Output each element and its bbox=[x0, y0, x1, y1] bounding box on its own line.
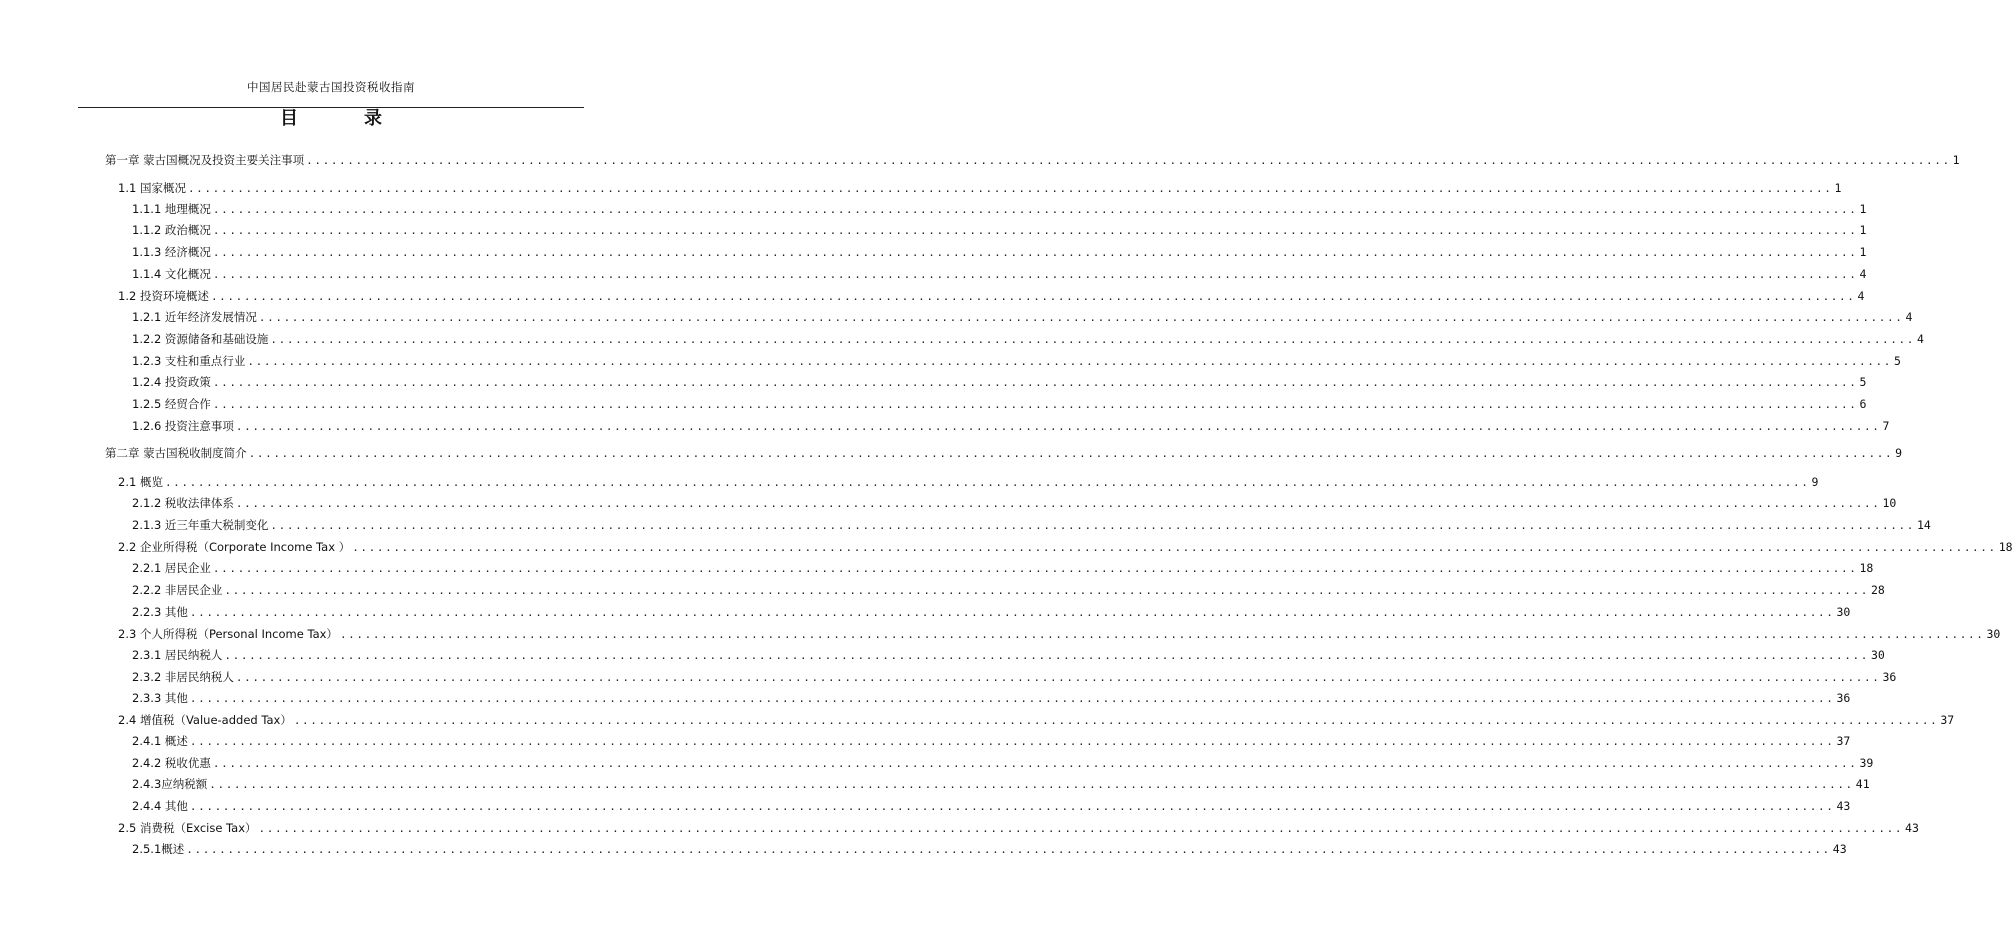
toc-entry-page: 4 bbox=[1857, 289, 1865, 303]
toc-dot-leader: ........................................................................................................................................................................................................ bbox=[212, 224, 1858, 237]
toc-entry[interactable] bbox=[118, 179, 1842, 197]
toc-dot-leader: ........................................................................................................................................................................................................ bbox=[224, 584, 1869, 597]
toc-dot-leader: ........................................................................................................................................................................................................ bbox=[209, 778, 1854, 791]
toc-entry-page: 43 bbox=[1832, 842, 1847, 856]
toc-entry-page: 30 bbox=[1836, 605, 1851, 619]
toc-dot-leader: ........................................................................................................................................................................................................ bbox=[212, 203, 1858, 216]
toc-dot-leader: ........................................................................................................................................................................................................ bbox=[212, 398, 1858, 411]
toc-entry-label: 第一章 蒙古国概况及投资主要关注事项 bbox=[105, 153, 305, 167]
toc-dot-leader: ........................................................................................................................................................................................................ bbox=[235, 420, 1881, 433]
toc-entry[interactable] bbox=[118, 625, 2001, 643]
toc-entry-label: 2.5 消费税（Excise Tax） bbox=[118, 821, 257, 835]
toc-dot-leader: ........................................................................................................................................................................................................ bbox=[212, 562, 1858, 575]
toc-entry-page: 43 bbox=[1836, 799, 1851, 813]
toc-dot-leader: ........................................................................................................................................................................................................ bbox=[339, 628, 1985, 641]
toc-dot-leader: ........................................................................................................................................................................................................ bbox=[352, 541, 1997, 554]
toc-entry[interactable] bbox=[132, 494, 1897, 512]
toc-entry-page: 1 bbox=[1859, 245, 1867, 259]
toc-entry-page: 43 bbox=[1905, 821, 1919, 835]
toc-entry[interactable] bbox=[132, 265, 1867, 283]
toc-dot-leader: ........................................................................................................................................................................................................ bbox=[189, 606, 1835, 619]
toc-entry-page: 4 bbox=[1905, 310, 1913, 324]
toc-entry-label: 2.1 概览 bbox=[118, 475, 163, 489]
toc-entry-label: 2.4 增值税（Value-added Tax） bbox=[118, 713, 292, 727]
toc-entry-page: 9 bbox=[1895, 446, 1903, 460]
toc-entry-label: 2.4.2 税收优惠 bbox=[132, 756, 211, 770]
toc-entry[interactable] bbox=[118, 538, 2013, 556]
toc-entry-label: 2.2.3 其他 bbox=[132, 605, 188, 619]
toc-dot-leader: ........................................................................................................................................................................................................ bbox=[212, 757, 1858, 770]
toc-entry-page: 30 bbox=[1870, 648, 1885, 662]
toc-entry-page: 18 bbox=[1998, 540, 2013, 554]
toc-entry[interactable] bbox=[132, 689, 1851, 707]
toc-entry-label: 1.2.4 投资政策 bbox=[132, 375, 211, 389]
toc-entry-label: 1.1.3 经济概况 bbox=[132, 245, 211, 259]
toc-entry[interactable] bbox=[132, 840, 1847, 858]
toc-entry-page: 30 bbox=[1986, 627, 2001, 641]
toc-dot-leader: ........................................................................................................................................................................................................ bbox=[248, 447, 1894, 460]
toc-entry[interactable] bbox=[132, 417, 1890, 435]
toc-dot-leader: ........................................................................................................................................................................................................ bbox=[186, 843, 1831, 856]
toc-entry[interactable] bbox=[132, 395, 1867, 413]
toc-dot-leader: ........................................................................................................................................................................................................ bbox=[247, 355, 1892, 368]
toc-dot-leader: ........................................................................................................................................................................................................ bbox=[187, 182, 1833, 195]
toc-entry[interactable] bbox=[118, 473, 1819, 491]
toc-entry[interactable] bbox=[132, 732, 1851, 750]
toc-entry-label: 1.1 国家概况 bbox=[118, 181, 186, 195]
toc-entry[interactable] bbox=[132, 646, 1885, 664]
toc-entry-page: 5 bbox=[1893, 354, 1901, 368]
toc-entry[interactable] bbox=[132, 221, 1867, 239]
toc-entry-page: 1 bbox=[1834, 181, 1842, 195]
toc-entry-label: 1.2.1 近年经济发展情况 bbox=[132, 310, 257, 324]
toc-dot-leader: ........................................................................................................................................................................................................ bbox=[270, 519, 1915, 532]
toc-entry[interactable] bbox=[132, 581, 1885, 599]
toc-entry-page: 37 bbox=[1940, 713, 1955, 727]
toc-entry-label: 1.2.3 支柱和重点行业 bbox=[132, 354, 246, 368]
toc-entry-label: 2.3.3 其他 bbox=[132, 691, 188, 705]
toc-dot-leader: ........................................................................................................................................................................................................ bbox=[270, 333, 1915, 346]
toc-entry-page: 5 bbox=[1859, 375, 1867, 389]
toc-dot-leader: ........................................................................................................................................................................................................ bbox=[258, 822, 1904, 835]
toc-entry[interactable] bbox=[132, 352, 1901, 370]
toc-entry-page: 9 bbox=[1811, 475, 1819, 489]
toc-entry[interactable] bbox=[132, 603, 1851, 621]
toc-entry-label: 2.4.1 概述 bbox=[132, 734, 188, 748]
toc-entry-label: 2.2.1 居民企业 bbox=[132, 561, 211, 575]
toc-entry-label: 2.3 个人所得税（Personal Income Tax） bbox=[118, 627, 338, 641]
toc-dot-leader: ........................................................................................................................................................................................................ bbox=[212, 376, 1858, 389]
toc-dot-leader: ........................................................................................................................................................................................................ bbox=[164, 476, 1810, 489]
toc-entry[interactable] bbox=[118, 819, 1919, 837]
toc-entry-page: 10 bbox=[1882, 496, 1897, 510]
toc-entry-page: 7 bbox=[1882, 419, 1890, 433]
toc-entry[interactable] bbox=[132, 330, 1924, 348]
toc-entry[interactable] bbox=[132, 516, 1931, 534]
toc-dot-leader: ........................................................................................................................................................................................................ bbox=[306, 154, 1951, 167]
toc-entry[interactable] bbox=[132, 308, 1913, 326]
toc-entry-label: 1.1.1 地理概况 bbox=[132, 202, 211, 216]
toc-dot-leader: ........................................................................................................................................................................................................ bbox=[212, 268, 1858, 281]
toc-entry-page: 1 bbox=[1859, 202, 1867, 216]
toc-dot-leader: ........................................................................................................................................................................................................ bbox=[189, 735, 1835, 748]
toc-entry-label: 2.2.2 非居民企业 bbox=[132, 583, 223, 597]
toc-entry-page: 18 bbox=[1859, 561, 1874, 575]
toc-entry-page: 4 bbox=[1916, 332, 1924, 346]
toc-dot-leader: ........................................................................................................................................................................................................ bbox=[189, 800, 1835, 813]
toc-entry-label: 1.2.6 投资注意事项 bbox=[132, 419, 234, 433]
toc-entry-label: 1.2.5 经贸合作 bbox=[132, 397, 211, 411]
toc-entry-page: 1 bbox=[1859, 223, 1867, 237]
toc-entry-label: 第二章 蒙古国税收制度简介 bbox=[105, 446, 247, 460]
toc-entry-label: 2.1.3 近三年重大税制变化 bbox=[132, 518, 269, 532]
toc-dot-leader: ........................................................................................................................................................................................................ bbox=[258, 311, 1904, 324]
toc-entry-page: 6 bbox=[1859, 397, 1867, 411]
toc-entry[interactable] bbox=[132, 200, 1867, 218]
toc-entry-label: 2.2 企业所得税（Corporate Income Tax ） bbox=[118, 540, 351, 554]
toc-entry-page: 39 bbox=[1859, 756, 1874, 770]
toc-entry-label: 2.3.1 居民纳税人 bbox=[132, 648, 223, 662]
toc-entry-page: 14 bbox=[1916, 518, 1931, 532]
toc-entry-label: 2.4.3应纳税额 bbox=[132, 777, 208, 791]
toc-entry-label: 1.1.4 文化概况 bbox=[132, 267, 211, 281]
toc-dot-leader: ........................................................................................................................................................................................................ bbox=[189, 692, 1835, 705]
toc-entry[interactable] bbox=[132, 373, 1867, 391]
toc-dot-leader: ........................................................................................................................................................................................................ bbox=[235, 497, 1881, 510]
toc-entry-label: 1.2.2 资源储备和基础设施 bbox=[132, 332, 269, 346]
toc-entry[interactable] bbox=[132, 243, 1867, 261]
toc-entry-page: 1 bbox=[1952, 153, 1960, 167]
toc-entry-label: 1.2 投资环境概述 bbox=[118, 289, 209, 303]
toc-entry-label: 2.3.2 非居民纳税人 bbox=[132, 670, 234, 684]
toc-entry[interactable] bbox=[105, 151, 1960, 169]
toc-entry[interactable] bbox=[118, 287, 1865, 305]
toc-entry-label: 2.1.2 税收法律体系 bbox=[132, 496, 234, 510]
toc-entry[interactable] bbox=[118, 711, 1955, 729]
toc-entry[interactable] bbox=[132, 754, 1874, 772]
toc-dot-leader: ........................................................................................................................................................................................................ bbox=[212, 246, 1858, 259]
toc-entry-label: 1.1.2 政治概况 bbox=[132, 223, 211, 237]
toc-entry-page: 36 bbox=[1882, 670, 1897, 684]
toc-entry[interactable] bbox=[132, 775, 1870, 793]
toc-entry-page: 41 bbox=[1855, 777, 1870, 791]
toc-entry-page: 36 bbox=[1836, 691, 1851, 705]
toc-entry-page: 28 bbox=[1870, 583, 1885, 597]
toc-dot-leader: ........................................................................................................................................................................................................ bbox=[224, 649, 1869, 662]
toc-entry[interactable] bbox=[132, 797, 1851, 815]
toc-entry-page: 37 bbox=[1836, 734, 1851, 748]
toc-dot-leader: ........................................................................................................................................................................................................ bbox=[210, 290, 1856, 303]
toc-entry-label: 2.4.4 其他 bbox=[132, 799, 188, 813]
toc-dot-leader: ........................................................................................................................................................................................................ bbox=[235, 671, 1881, 684]
toc-entry[interactable] bbox=[132, 559, 1874, 577]
toc-entry-page: 4 bbox=[1859, 267, 1867, 281]
toc-entry[interactable] bbox=[132, 668, 1897, 686]
toc-dot-leader: ........................................................................................................................................................................................................ bbox=[293, 714, 1939, 727]
toc-entry-label: 2.5.1概述 bbox=[132, 842, 185, 856]
toc-entry[interactable] bbox=[105, 444, 1903, 462]
running-header: 中国居民赴蒙古国投资税收指南 bbox=[247, 80, 415, 94]
toc-title: 目 录 bbox=[280, 108, 406, 129]
